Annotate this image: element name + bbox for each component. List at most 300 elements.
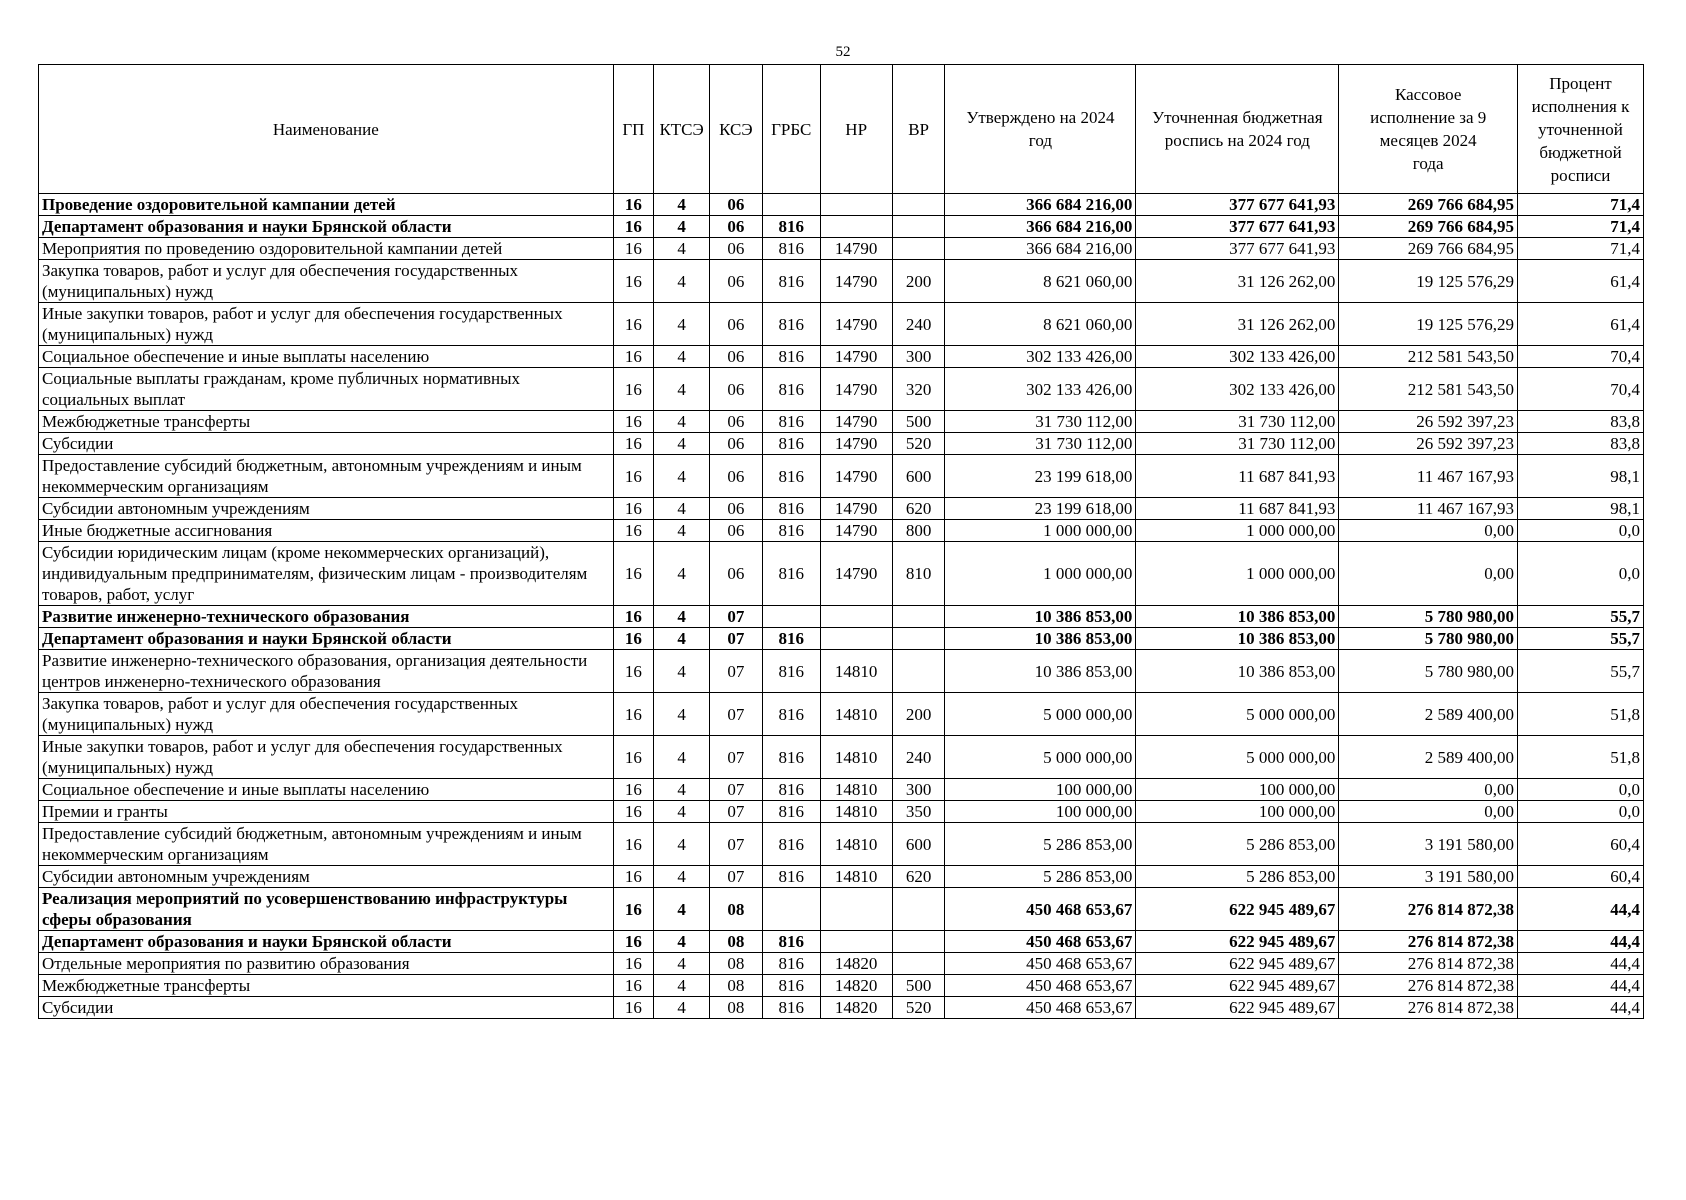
- cell-nr: 14820: [820, 997, 892, 1019]
- cell-name: Реализация мероприятий по усовершенствованию инфраструктуры сферы образования: [39, 888, 614, 931]
- cell-vr: 520: [892, 433, 945, 455]
- table-row: [39, 216, 1644, 238]
- cell-refined: 11 687 841,93: [1136, 455, 1339, 498]
- cell-approved: 23 199 618,00: [945, 498, 1136, 520]
- cell-vr: [892, 931, 945, 953]
- cell-refined: 31 126 262,00: [1136, 260, 1339, 303]
- cell-refined: 31 730 112,00: [1136, 433, 1339, 455]
- cell-refined: 622 945 489,67: [1136, 997, 1339, 1019]
- cell-gp: 16: [613, 606, 654, 628]
- table-row: [39, 238, 1644, 260]
- cell-percent: 71,4: [1518, 194, 1644, 216]
- cell-grbs: 816: [762, 411, 820, 433]
- cell-gp: 16: [613, 303, 654, 346]
- cell-approved: 8 621 060,00: [945, 260, 1136, 303]
- cell-kse: 07: [710, 823, 763, 866]
- cell-grbs: 816: [762, 823, 820, 866]
- cell-approved: 366 684 216,00: [945, 194, 1136, 216]
- cell-nr: [820, 931, 892, 953]
- cell-kse: 08: [710, 997, 763, 1019]
- cell-cash: 2 589 400,00: [1339, 736, 1518, 779]
- cell-approved: 10 386 853,00: [945, 606, 1136, 628]
- cell-name: Субсидии юридическим лицам (кроме некоммерческих организаций), индивидуальным предпринимателям, физическим лицам - производителям товаров, работ, услуг: [39, 542, 614, 606]
- cell-gp: 16: [613, 260, 654, 303]
- cell-percent: 71,4: [1518, 238, 1644, 260]
- header-cash: Кассовое исполнение за 9 месяцев 2024 года: [1339, 65, 1518, 194]
- cell-grbs: 816: [762, 433, 820, 455]
- cell-percent: 44,4: [1518, 997, 1644, 1019]
- cell-name: Социальное обеспечение и иные выплаты населению: [39, 779, 614, 801]
- cell-grbs: 816: [762, 779, 820, 801]
- cell-refined: 10 386 853,00: [1136, 650, 1339, 693]
- cell-approved: 1 000 000,00: [945, 520, 1136, 542]
- cell-cash: 269 766 684,95: [1339, 238, 1518, 260]
- header-kse: КСЭ: [710, 65, 763, 194]
- cell-gp: 16: [613, 194, 654, 216]
- cell-nr: 14810: [820, 866, 892, 888]
- cell-vr: 300: [892, 346, 945, 368]
- cell-name: Межбюджетные трансферты: [39, 975, 614, 997]
- cell-approved: 302 133 426,00: [945, 368, 1136, 411]
- cell-name: Развитие инженерно-технического образования, организация деятельности центров инженерно-технического образования: [39, 650, 614, 693]
- cell-vr: 320: [892, 368, 945, 411]
- cell-grbs: [762, 606, 820, 628]
- cell-percent: 60,4: [1518, 823, 1644, 866]
- cell-gp: 16: [613, 779, 654, 801]
- cell-approved: 450 468 653,67: [945, 975, 1136, 997]
- cell-nr: [820, 194, 892, 216]
- cell-refined: 377 677 641,93: [1136, 216, 1339, 238]
- cell-nr: 14810: [820, 736, 892, 779]
- cell-vr: 240: [892, 736, 945, 779]
- cell-gp: 16: [613, 346, 654, 368]
- cell-name: Субсидии: [39, 433, 614, 455]
- header-grbs: ГРБС: [762, 65, 820, 194]
- cell-nr: 14790: [820, 346, 892, 368]
- cell-kse: 07: [710, 736, 763, 779]
- cell-kse: 07: [710, 779, 763, 801]
- cell-refined: 5 286 853,00: [1136, 823, 1339, 866]
- cell-cash: 5 780 980,00: [1339, 628, 1518, 650]
- cell-gp: 16: [613, 931, 654, 953]
- cell-name: Предоставление субсидий бюджетным, автономным учреждениям и иным некоммерческим организациям: [39, 455, 614, 498]
- cell-name: Премии и гранты: [39, 801, 614, 823]
- header-nr: НР: [820, 65, 892, 194]
- cell-name: Закупка товаров, работ и услуг для обеспечения государственных (муниципальных) нужд: [39, 693, 614, 736]
- cell-vr: 300: [892, 779, 945, 801]
- cell-ktse: 4: [654, 606, 710, 628]
- table-row: [39, 801, 1644, 823]
- cell-kse: 08: [710, 975, 763, 997]
- cell-percent: 51,8: [1518, 693, 1644, 736]
- header-gp: ГП: [613, 65, 654, 194]
- cell-refined: 10 386 853,00: [1136, 628, 1339, 650]
- cell-percent: 98,1: [1518, 455, 1644, 498]
- cell-approved: 1 000 000,00: [945, 542, 1136, 606]
- cell-ktse: 4: [654, 628, 710, 650]
- cell-ktse: 4: [654, 693, 710, 736]
- table-row: [39, 368, 1644, 411]
- cell-percent: 55,7: [1518, 606, 1644, 628]
- cell-refined: 31 730 112,00: [1136, 411, 1339, 433]
- cell-gp: 16: [613, 801, 654, 823]
- cell-cash: 0,00: [1339, 542, 1518, 606]
- cell-approved: 100 000,00: [945, 801, 1136, 823]
- cell-ktse: 4: [654, 433, 710, 455]
- table-row: [39, 411, 1644, 433]
- cell-ktse: 4: [654, 931, 710, 953]
- cell-vr: 200: [892, 693, 945, 736]
- cell-approved: 366 684 216,00: [945, 216, 1136, 238]
- cell-approved: 8 621 060,00: [945, 303, 1136, 346]
- cell-cash: 5 780 980,00: [1339, 606, 1518, 628]
- table-row: [39, 866, 1644, 888]
- cell-cash: 212 581 543,50: [1339, 346, 1518, 368]
- cell-refined: 1 000 000,00: [1136, 542, 1339, 606]
- table-row: [39, 975, 1644, 997]
- cell-cash: 19 125 576,29: [1339, 303, 1518, 346]
- cell-grbs: 816: [762, 238, 820, 260]
- cell-approved: 31 730 112,00: [945, 433, 1136, 455]
- cell-approved: 366 684 216,00: [945, 238, 1136, 260]
- cell-nr: 14790: [820, 542, 892, 606]
- cell-vr: 620: [892, 498, 945, 520]
- cell-cash: 2 589 400,00: [1339, 693, 1518, 736]
- cell-percent: 98,1: [1518, 498, 1644, 520]
- cell-cash: 276 814 872,38: [1339, 888, 1518, 931]
- cell-kse: 07: [710, 606, 763, 628]
- cell-gp: 16: [613, 823, 654, 866]
- header-ktse: КТСЭ: [654, 65, 710, 194]
- cell-cash: 0,00: [1339, 779, 1518, 801]
- header-refined: Уточненная бюджетная роспись на 2024 год: [1136, 65, 1339, 194]
- budget-table: [38, 64, 1644, 1019]
- cell-gp: 16: [613, 736, 654, 779]
- cell-approved: 5 286 853,00: [945, 823, 1136, 866]
- cell-approved: 10 386 853,00: [945, 628, 1136, 650]
- cell-grbs: 816: [762, 303, 820, 346]
- cell-approved: 450 468 653,67: [945, 888, 1136, 931]
- cell-percent: 61,4: [1518, 260, 1644, 303]
- cell-percent: 44,4: [1518, 931, 1644, 953]
- cell-cash: 276 814 872,38: [1339, 931, 1518, 953]
- cell-nr: [820, 628, 892, 650]
- cell-grbs: 816: [762, 346, 820, 368]
- cell-percent: 0,0: [1518, 779, 1644, 801]
- cell-name: Мероприятия по проведению оздоровительной кампании детей: [39, 238, 614, 260]
- cell-cash: 19 125 576,29: [1339, 260, 1518, 303]
- cell-kse: 06: [710, 260, 763, 303]
- cell-gp: 16: [613, 368, 654, 411]
- cell-grbs: 816: [762, 216, 820, 238]
- cell-vr: 240: [892, 303, 945, 346]
- cell-ktse: 4: [654, 238, 710, 260]
- table-row: [39, 498, 1644, 520]
- cell-gp: 16: [613, 888, 654, 931]
- cell-vr: 600: [892, 823, 945, 866]
- table-row: [39, 931, 1644, 953]
- cell-vr: 600: [892, 455, 945, 498]
- cell-vr: 800: [892, 520, 945, 542]
- cell-ktse: 4: [654, 216, 710, 238]
- cell-grbs: 816: [762, 368, 820, 411]
- cell-vr: [892, 888, 945, 931]
- cell-refined: 100 000,00: [1136, 801, 1339, 823]
- cell-nr: 14790: [820, 520, 892, 542]
- cell-cash: 3 191 580,00: [1339, 866, 1518, 888]
- cell-refined: 622 945 489,67: [1136, 888, 1339, 931]
- cell-ktse: 4: [654, 823, 710, 866]
- cell-grbs: 816: [762, 498, 820, 520]
- cell-percent: 55,7: [1518, 628, 1644, 650]
- cell-cash: 276 814 872,38: [1339, 997, 1518, 1019]
- cell-grbs: 816: [762, 931, 820, 953]
- cell-ktse: 4: [654, 997, 710, 1019]
- cell-cash: 5 780 980,00: [1339, 650, 1518, 693]
- cell-gp: 16: [613, 997, 654, 1019]
- cell-name: Субсидии автономным учреждениям: [39, 866, 614, 888]
- cell-ktse: 4: [654, 736, 710, 779]
- cell-vr: 200: [892, 260, 945, 303]
- cell-refined: 5 000 000,00: [1136, 693, 1339, 736]
- cell-grbs: 816: [762, 628, 820, 650]
- cell-nr: [820, 888, 892, 931]
- cell-approved: 100 000,00: [945, 779, 1136, 801]
- cell-gp: 16: [613, 455, 654, 498]
- cell-nr: 14790: [820, 238, 892, 260]
- cell-ktse: 4: [654, 953, 710, 975]
- cell-approved: 450 468 653,67: [945, 931, 1136, 953]
- cell-grbs: 816: [762, 455, 820, 498]
- table-row: [39, 542, 1644, 606]
- cell-name: Социальное обеспечение и иные выплаты населению: [39, 346, 614, 368]
- cell-nr: 14790: [820, 433, 892, 455]
- cell-nr: [820, 606, 892, 628]
- cell-cash: 269 766 684,95: [1339, 216, 1518, 238]
- cell-refined: 5 000 000,00: [1136, 736, 1339, 779]
- cell-grbs: [762, 194, 820, 216]
- cell-percent: 70,4: [1518, 346, 1644, 368]
- cell-approved: 5 286 853,00: [945, 866, 1136, 888]
- cell-name: Предоставление субсидий бюджетным, автономным учреждениям и иным некоммерческим организациям: [39, 823, 614, 866]
- table-row: [39, 433, 1644, 455]
- table-row: [39, 693, 1644, 736]
- cell-kse: 07: [710, 693, 763, 736]
- cell-kse: 06: [710, 433, 763, 455]
- cell-grbs: 816: [762, 650, 820, 693]
- cell-percent: 0,0: [1518, 801, 1644, 823]
- cell-cash: 3 191 580,00: [1339, 823, 1518, 866]
- cell-nr: 14820: [820, 953, 892, 975]
- cell-gp: 16: [613, 975, 654, 997]
- cell-vr: 500: [892, 411, 945, 433]
- cell-ktse: 4: [654, 303, 710, 346]
- cell-gp: 16: [613, 520, 654, 542]
- cell-cash: 11 467 167,93: [1339, 455, 1518, 498]
- cell-kse: 06: [710, 411, 763, 433]
- cell-vr: 620: [892, 866, 945, 888]
- cell-percent: 60,4: [1518, 866, 1644, 888]
- cell-ktse: 4: [654, 801, 710, 823]
- cell-refined: 302 133 426,00: [1136, 346, 1339, 368]
- cell-refined: 377 677 641,93: [1136, 238, 1339, 260]
- cell-nr: [820, 216, 892, 238]
- cell-approved: 10 386 853,00: [945, 650, 1136, 693]
- cell-vr: 520: [892, 997, 945, 1019]
- cell-ktse: 4: [654, 498, 710, 520]
- cell-nr: 14810: [820, 779, 892, 801]
- cell-refined: 10 386 853,00: [1136, 606, 1339, 628]
- cell-gp: 16: [613, 628, 654, 650]
- cell-nr: 14810: [820, 693, 892, 736]
- cell-vr: 500: [892, 975, 945, 997]
- cell-vr: 810: [892, 542, 945, 606]
- cell-refined: 100 000,00: [1136, 779, 1339, 801]
- table-row: [39, 260, 1644, 303]
- cell-percent: 55,7: [1518, 650, 1644, 693]
- cell-name: Субсидии: [39, 997, 614, 1019]
- cell-kse: 07: [710, 650, 763, 693]
- table-row: [39, 888, 1644, 931]
- cell-cash: 26 592 397,23: [1339, 433, 1518, 455]
- cell-kse: 08: [710, 931, 763, 953]
- cell-cash: 11 467 167,93: [1339, 498, 1518, 520]
- cell-name: Иные бюджетные ассигнования: [39, 520, 614, 542]
- cell-refined: 5 286 853,00: [1136, 866, 1339, 888]
- header-percent: Процент исполнения к уточненной бюджетной росписи: [1518, 65, 1644, 194]
- table-row: [39, 606, 1644, 628]
- cell-grbs: 816: [762, 693, 820, 736]
- cell-kse: 07: [710, 801, 763, 823]
- cell-grbs: 816: [762, 801, 820, 823]
- cell-vr: 350: [892, 801, 945, 823]
- cell-ktse: 4: [654, 975, 710, 997]
- cell-kse: 06: [710, 346, 763, 368]
- cell-ktse: 4: [654, 411, 710, 433]
- cell-refined: 622 945 489,67: [1136, 953, 1339, 975]
- cell-grbs: 816: [762, 975, 820, 997]
- cell-vr: [892, 194, 945, 216]
- cell-cash: 26 592 397,23: [1339, 411, 1518, 433]
- cell-nr: 14790: [820, 260, 892, 303]
- cell-grbs: 816: [762, 542, 820, 606]
- cell-kse: 06: [710, 216, 763, 238]
- cell-approved: 302 133 426,00: [945, 346, 1136, 368]
- table-row: [39, 194, 1644, 216]
- cell-name: Иные закупки товаров, работ и услуг для обеспечения государственных (муниципальных) нужд: [39, 303, 614, 346]
- table-row: [39, 455, 1644, 498]
- table-row: [39, 823, 1644, 866]
- cell-nr: 14790: [820, 498, 892, 520]
- cell-kse: 06: [710, 520, 763, 542]
- cell-refined: 377 677 641,93: [1136, 194, 1339, 216]
- cell-cash: 0,00: [1339, 520, 1518, 542]
- cell-cash: 0,00: [1339, 801, 1518, 823]
- cell-vr: [892, 238, 945, 260]
- cell-kse: 06: [710, 368, 763, 411]
- cell-approved: 5 000 000,00: [945, 736, 1136, 779]
- cell-grbs: 816: [762, 866, 820, 888]
- table-row: [39, 650, 1644, 693]
- cell-name: Проведение оздоровительной кампании детей: [39, 194, 614, 216]
- table-row: [39, 779, 1644, 801]
- cell-kse: 07: [710, 866, 763, 888]
- cell-refined: 31 126 262,00: [1136, 303, 1339, 346]
- cell-nr: 14790: [820, 368, 892, 411]
- cell-gp: 16: [613, 693, 654, 736]
- cell-grbs: 816: [762, 736, 820, 779]
- cell-ktse: 4: [654, 650, 710, 693]
- cell-gp: 16: [613, 238, 654, 260]
- cell-percent: 61,4: [1518, 303, 1644, 346]
- cell-name: Закупка товаров, работ и услуг для обеспечения государственных (муниципальных) нужд: [39, 260, 614, 303]
- table-row: [39, 628, 1644, 650]
- cell-name: Субсидии автономным учреждениям: [39, 498, 614, 520]
- cell-ktse: 4: [654, 346, 710, 368]
- cell-name: Департамент образования и науки Брянской области: [39, 216, 614, 238]
- cell-ktse: 4: [654, 194, 710, 216]
- cell-kse: 06: [710, 194, 763, 216]
- header-approved: Утверждено на 2024 год: [945, 65, 1136, 194]
- cell-ktse: 4: [654, 368, 710, 411]
- cell-vr: [892, 650, 945, 693]
- cell-grbs: [762, 888, 820, 931]
- cell-nr: 14790: [820, 411, 892, 433]
- cell-kse: 06: [710, 238, 763, 260]
- cell-vr: [892, 628, 945, 650]
- cell-ktse: 4: [654, 260, 710, 303]
- cell-percent: 44,4: [1518, 953, 1644, 975]
- cell-name: Департамент образования и науки Брянской области: [39, 931, 614, 953]
- cell-refined: 302 133 426,00: [1136, 368, 1339, 411]
- cell-vr: [892, 953, 945, 975]
- cell-percent: 70,4: [1518, 368, 1644, 411]
- cell-grbs: 816: [762, 997, 820, 1019]
- cell-percent: 0,0: [1518, 542, 1644, 606]
- cell-kse: 07: [710, 628, 763, 650]
- cell-cash: 212 581 543,50: [1339, 368, 1518, 411]
- cell-percent: 83,8: [1518, 411, 1644, 433]
- table-row: [39, 953, 1644, 975]
- table-row: [39, 997, 1644, 1019]
- cell-gp: 16: [613, 411, 654, 433]
- cell-vr: [892, 216, 945, 238]
- cell-gp: 16: [613, 498, 654, 520]
- cell-grbs: 816: [762, 953, 820, 975]
- page-number: 52: [835, 44, 851, 60]
- table-row: [39, 303, 1644, 346]
- cell-nr: 14790: [820, 303, 892, 346]
- cell-nr: 14810: [820, 801, 892, 823]
- cell-name: Социальные выплаты гражданам, кроме публичных нормативных социальных выплат: [39, 368, 614, 411]
- cell-cash: 276 814 872,38: [1339, 953, 1518, 975]
- header-vr: ВР: [892, 65, 945, 194]
- cell-ktse: 4: [654, 888, 710, 931]
- cell-gp: 16: [613, 953, 654, 975]
- cell-gp: 16: [613, 216, 654, 238]
- cell-nr: 14810: [820, 823, 892, 866]
- cell-gp: 16: [613, 650, 654, 693]
- cell-ktse: 4: [654, 779, 710, 801]
- cell-vr: [892, 606, 945, 628]
- table-header-row: [39, 65, 1644, 194]
- cell-kse: 08: [710, 888, 763, 931]
- cell-grbs: 816: [762, 260, 820, 303]
- cell-kse: 06: [710, 455, 763, 498]
- cell-nr: 14810: [820, 650, 892, 693]
- cell-ktse: 4: [654, 455, 710, 498]
- cell-nr: 14790: [820, 455, 892, 498]
